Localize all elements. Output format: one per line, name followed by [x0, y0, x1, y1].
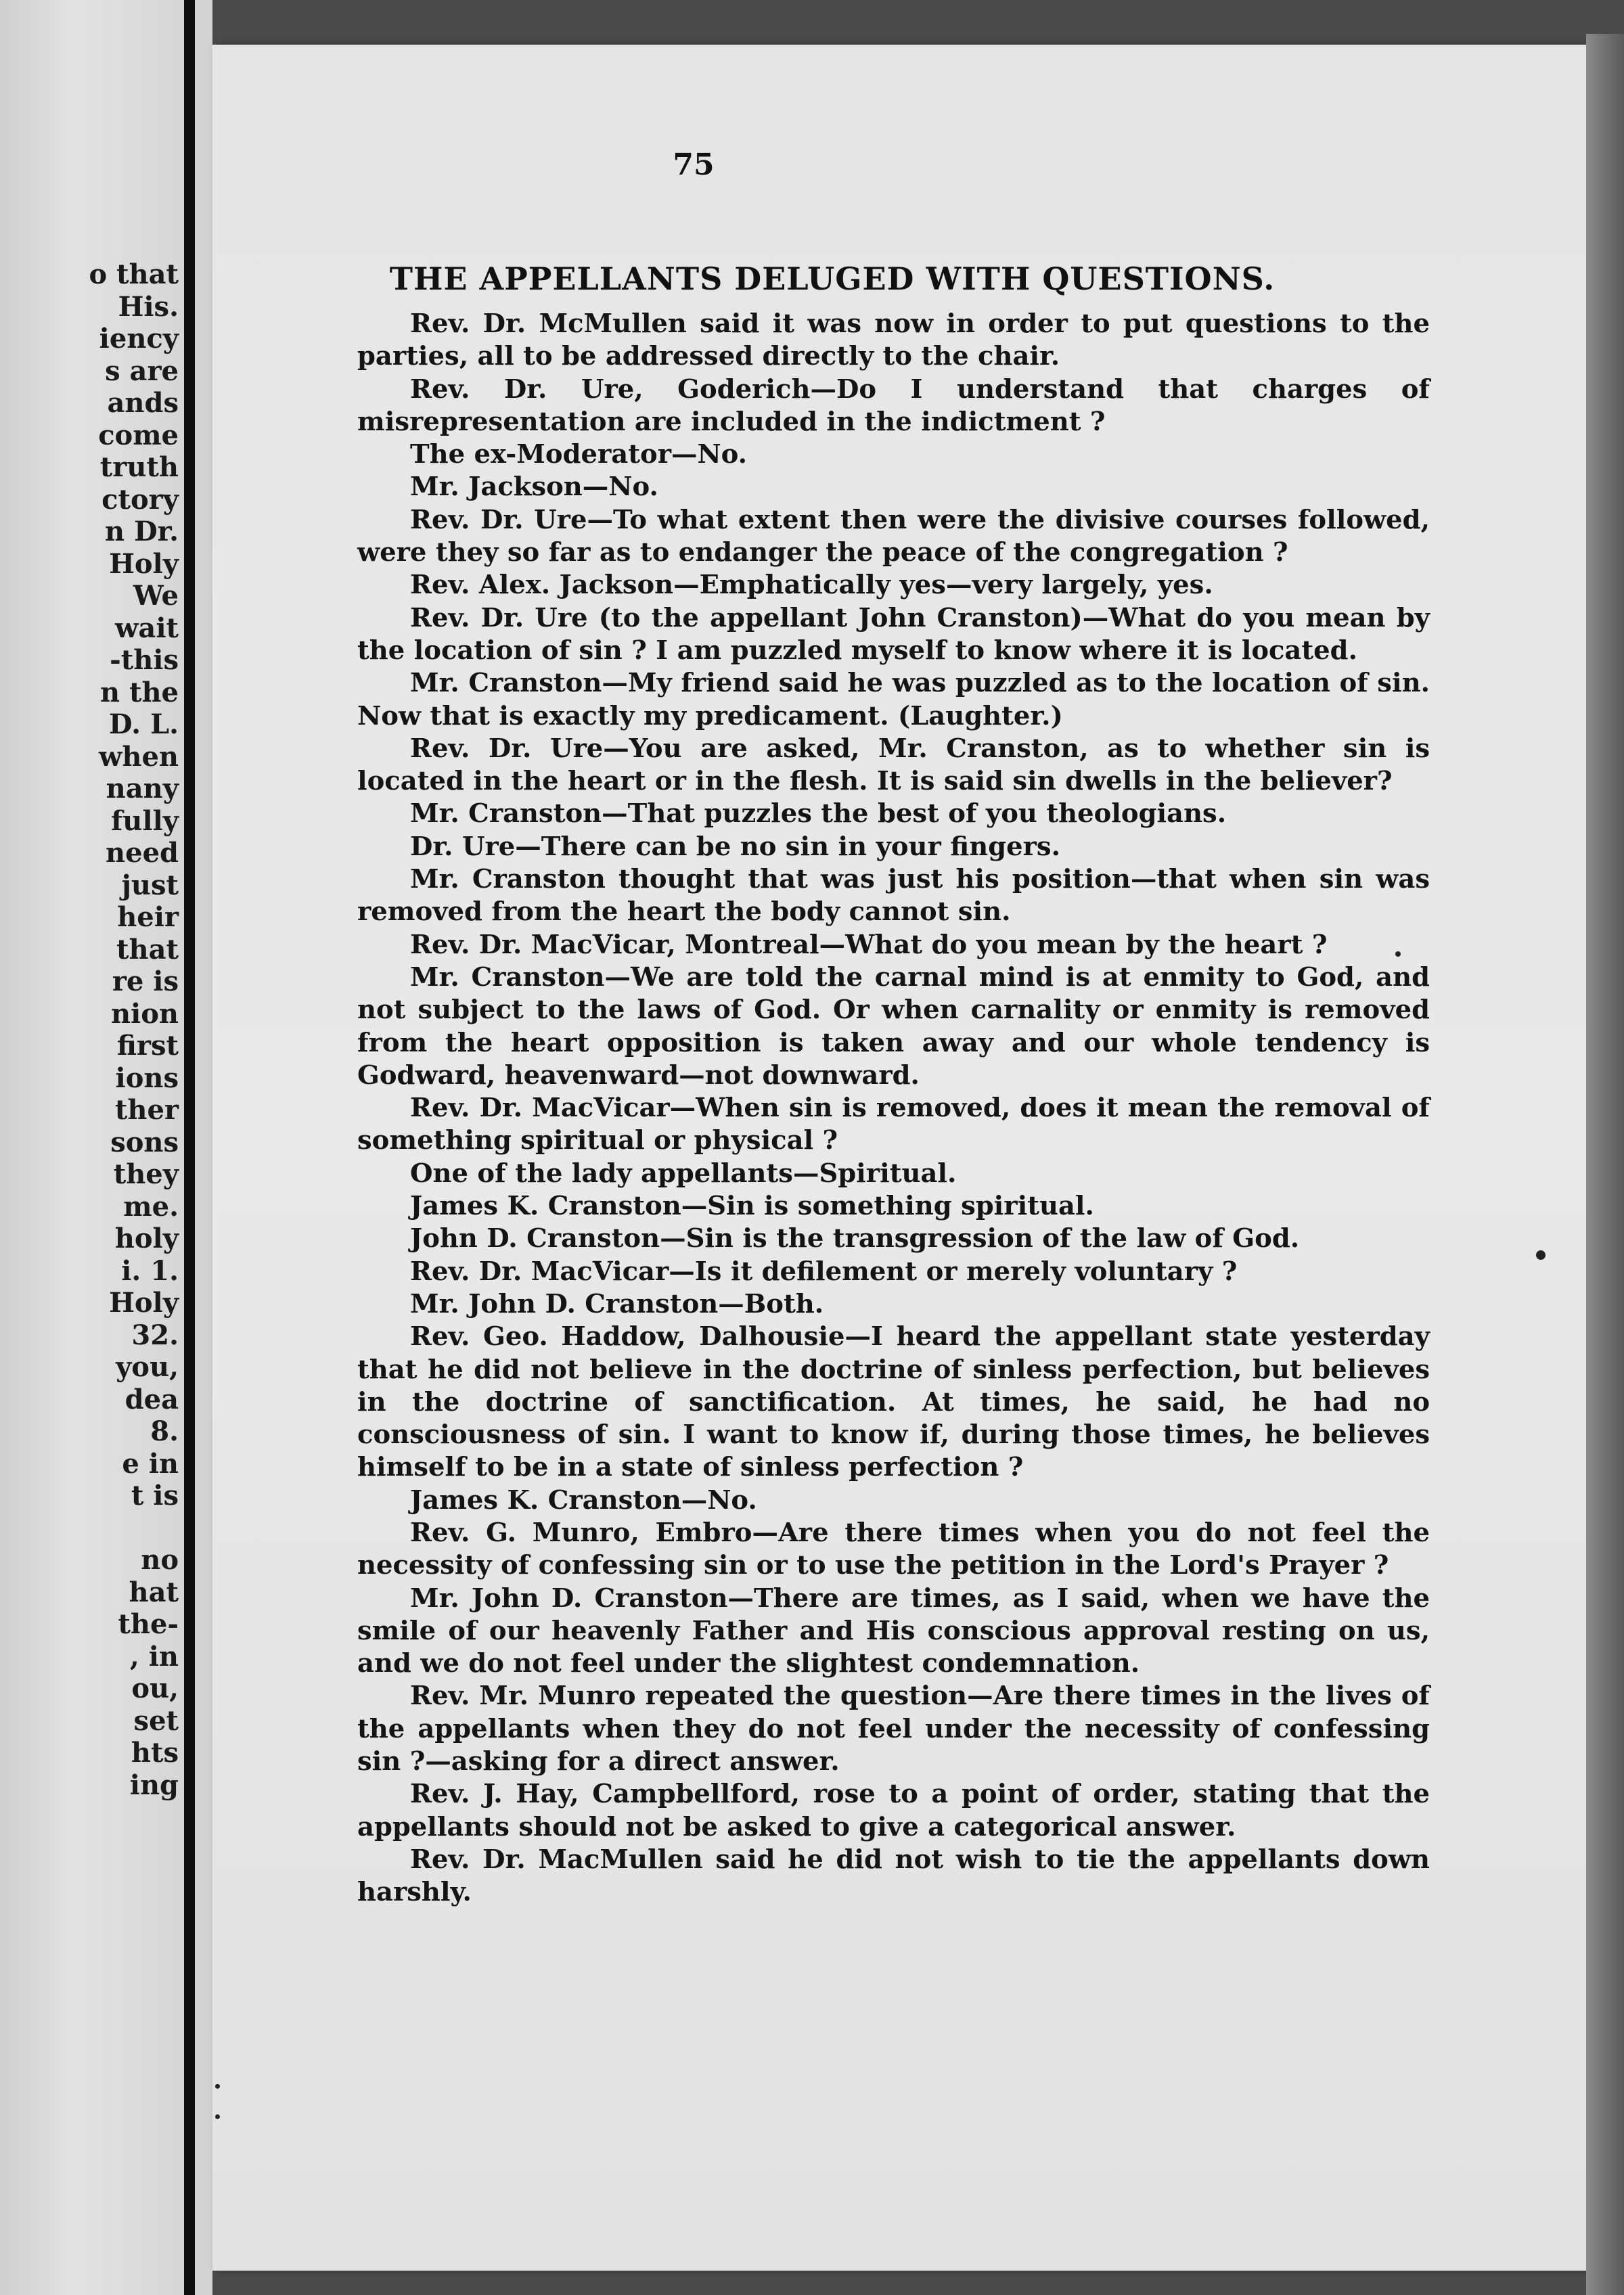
chapter-title: THE APPELLANTS DELUGED WITH QUESTIONS.	[389, 260, 1276, 297]
facing-page-fragment: need	[106, 837, 179, 869]
ink-speck	[1536, 1250, 1546, 1260]
facing-page-fragment: set	[133, 1704, 179, 1737]
paragraph: Mr. John D. Cranston—There are times, as I said, when we have the smile of our heavenly Father and His conscious approval resting on us, and we do not feel under the slightest condemnation.	[357, 1583, 1430, 1679]
paragraph: James K. Cranston—No.	[410, 1484, 757, 1516]
facing-page-fragment: re is	[112, 965, 179, 997]
facing-page-fragment: His.	[118, 290, 179, 323]
facing-page-fragment: n the	[99, 676, 179, 708]
body-text	[357, 308, 1430, 1909]
facing-page-fragment: ions	[115, 1062, 179, 1094]
paragraph: Rev. Dr. McMullen said it was now in order to put questions to the parties, all to be addressed directly to the chair.	[357, 309, 1430, 372]
facing-page-fragment: you,	[116, 1351, 179, 1383]
paragraph: Rev. Dr. MacMullen said he did not wish to tie the appellants down harshly.	[357, 1844, 1430, 1908]
paragraph: Mr. Cranston—We are told the carnal mind is at enmity to God, and not subject to the laws of God. Or when carnality or enmity is removed from the heart opposition is taken away and our whole tendency is Godward, heavenward—not downward.	[357, 961, 1430, 1091]
facing-page-fragment: dea	[125, 1383, 179, 1415]
paragraph: Rev. Dr. MacVicar, Montreal—What do you mean by the heart ?	[410, 929, 1328, 960]
facing-page-fragment: when	[98, 740, 179, 773]
ink-speck	[215, 2084, 220, 2089]
paragraph: Rev. Dr. Ure—You are asked, Mr. Cranston, as to whether sin is located in the heart or in the flesh. It is said sin dwells in the believer?	[357, 733, 1430, 797]
facing-page	[0, 0, 184, 2295]
paragraph: Rev. Dr. Ure (to the appellant John Cranston)—What do you mean by the location of sin ? I am puzzled myself to know where it is located.	[357, 602, 1430, 666]
facing-page-fragment: We	[133, 580, 179, 612]
facing-page-fragment: D. L.	[108, 708, 179, 740]
paragraph: Rev. Dr. MacVicar—Is it defilement or merely voluntary ?	[410, 1256, 1238, 1287]
facing-page-fragment: hts	[131, 1737, 179, 1769]
facing-page-fragment: just	[121, 869, 179, 901]
ink-speck	[215, 2114, 220, 2119]
facing-page-fragment: Holy	[109, 547, 179, 580]
page-gutter	[195, 0, 212, 2295]
paragraph: The ex-Moderator—No.	[410, 439, 748, 470]
facing-page-fragment: e in	[122, 1447, 179, 1480]
paragraph: Rev. Dr. Ure—To what extent then were the divisive courses followed, were they so far as to endanger the peace of the congregation ?	[357, 504, 1430, 568]
facing-page-fragment: n Dr.	[104, 516, 179, 547]
facing-page-fragment: holy	[114, 1223, 179, 1254]
facing-page-fragment: fully	[111, 804, 179, 837]
facing-page-fragment: me.	[123, 1190, 179, 1223]
facing-page-fragment: that	[116, 933, 179, 965]
facing-page-fragment: i. 1.	[121, 1254, 179, 1287]
paragraph: John D. Cranston—Sin is the transgression of the law of God.	[410, 1223, 1300, 1254]
facing-page-fragment: 32.	[131, 1319, 179, 1351]
paragraph: Rev. Dr. Ure, Goderich—Do I understand that charges of misrepresentation are included in the indictment ?	[357, 373, 1430, 437]
facing-page-fragment: ou,	[131, 1673, 179, 1704]
paragraph: James K. Cranston—Sin is something spiritual.	[410, 1191, 1094, 1222]
facing-page-fragment: wait	[114, 612, 179, 644]
facing-page-fragment: sons	[110, 1126, 179, 1158]
facing-page-fragment: Holy	[109, 1287, 179, 1319]
facing-page-fragment: no	[141, 1544, 179, 1576]
facing-page-gap	[89, 1512, 179, 1545]
binding-divider	[184, 0, 195, 2295]
facing-page-fragment: -this	[110, 644, 179, 676]
facing-page-fragment: t is	[131, 1480, 179, 1512]
page-edge-shadow	[1586, 34, 1624, 2295]
facing-page-fragment: truth	[99, 451, 179, 483]
facing-page-fragment: hat	[129, 1576, 179, 1608]
facing-page-text-fragments	[89, 258, 179, 1801]
facing-page-fragment: the-	[118, 1608, 179, 1640]
facing-page-fragment: ctory	[102, 483, 179, 516]
paragraph: Mr. Cranston thought that was just his position—that when sin was removed from the heart the body cannot sin.	[357, 864, 1430, 928]
facing-page-fragment: 8.	[150, 1415, 179, 1447]
facing-page-fragment: ands	[107, 387, 179, 419]
facing-page-fragment: o that	[89, 258, 179, 290]
paragraph: Rev. J. Hay, Campbellford, rose to a point of order, stating that the appellants should not be asked to give a categorical answer.	[357, 1779, 1430, 1842]
facing-page-fragment: nany	[106, 773, 179, 804]
facing-page-fragment: heir	[117, 901, 179, 933]
facing-page-fragment: , in	[129, 1640, 179, 1673]
facing-page-fragment: ther	[114, 1094, 179, 1126]
page-number: 75	[673, 147, 715, 182]
paragraph: Mr. Cranston—That puzzles the best of you theologians.	[410, 798, 1227, 830]
paragraph: Mr. Cranston—My friend said he was puzzled as to the location of sin. Now that is exactly my predicament. (Laughter.)	[357, 668, 1430, 731]
paragraph: Rev. Dr. MacVicar—When sin is removed, does it mean the removal of something spiritual or physical ?	[357, 1093, 1430, 1156]
facing-page-fragment: first	[116, 1030, 179, 1062]
facing-page-fragment: s are	[105, 355, 179, 387]
ink-speck	[1395, 951, 1401, 957]
facing-page-fragment: ing	[129, 1769, 179, 1801]
paragraph: One of the lady appellants—Spiritual.	[410, 1158, 957, 1189]
paragraph: Mr. John D. Cranston—Both.	[410, 1288, 824, 1319]
paragraph: Rev. Geo. Haddow, Dalhousie—I heard the appellant state yesterday that he did not believe in the doctrine of sinless perfection, but believes in the doctrine of sanctification. At times, he said, he had no consciousness of sin. I want to know if, during those times, he believes himself to be in a state of sinless perfection ?	[357, 1321, 1430, 1483]
facing-page-fragment: they	[113, 1158, 179, 1190]
paragraph: Rev. Alex. Jackson—Emphatically yes—very largely, yes.	[410, 570, 1213, 601]
facing-page-fragment: nion	[110, 997, 179, 1030]
facing-page-fragment: iency	[99, 323, 179, 355]
paragraph: Rev. G. Munro, Embro—Are there times when you do not feel the necessity of confessing sin or to use the petition in the Lord's Prayer ?	[357, 1517, 1430, 1581]
paragraph: Rev. Mr. Munro repeated the question—Are there times in the lives of the appellants when they do not feel under the necessity of confessing sin ?—asking for a direct answer.	[357, 1681, 1430, 1777]
paragraph: Mr. Jackson—No.	[410, 472, 658, 503]
facing-page-fragment: come	[98, 419, 179, 451]
paragraph: Dr. Ure—There can be no sin in your fingers.	[410, 831, 1060, 862]
